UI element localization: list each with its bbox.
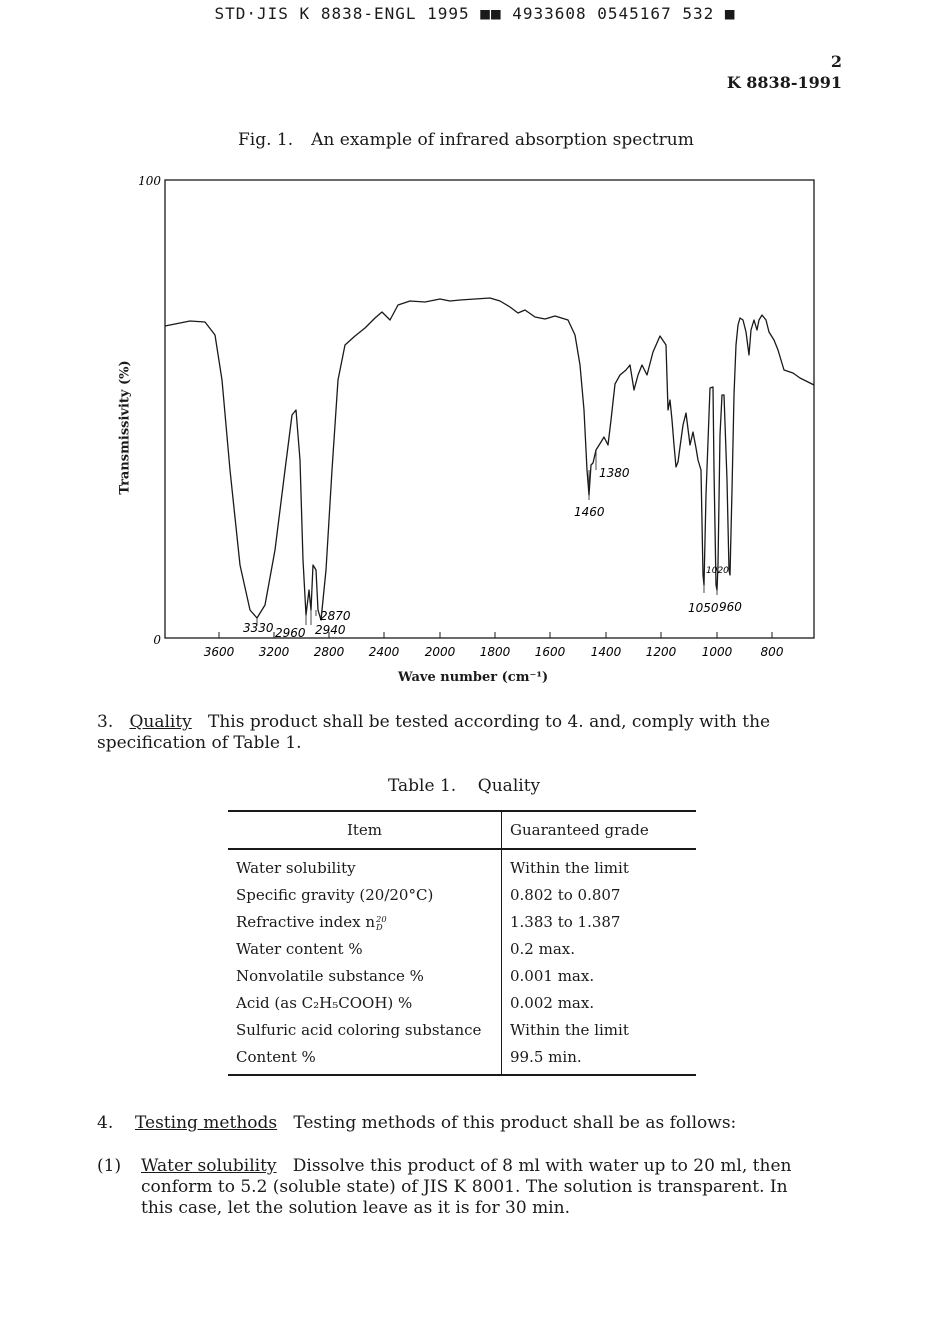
x-tick-label: 800 (760, 645, 784, 659)
x-tick-label: 1200 (645, 645, 677, 659)
x-tick-label: 2400 (368, 645, 400, 659)
peak-label-1380: 1380 (599, 466, 630, 480)
table-header-row (228, 811, 696, 849)
table-cell-grade: 0.802 to 0.807 (510, 885, 621, 904)
table-cell-grade: Within the limit (510, 1020, 629, 1039)
peak-annotations (257, 450, 717, 625)
item-1-text-1: Dissolve this product of 8 ml with water up to 20 ml, then (292, 1156, 792, 1176)
table-row (228, 962, 696, 989)
peak-label-1020: 1020 (706, 566, 729, 576)
table-row (228, 908, 696, 935)
table-cell-grade: 0.2 max. (510, 939, 576, 958)
x-tick-label: 2000 (424, 645, 456, 659)
table-cell-grade: 0.001 max. (510, 966, 595, 985)
table-row (228, 935, 696, 962)
x-tick-label: 1800 (479, 645, 511, 659)
refractive-sub: D (376, 921, 383, 932)
table-header-grade: Guaranteed grade (502, 811, 697, 849)
item-1-line-1 (141, 1156, 841, 1177)
section-3-paragraph (97, 712, 837, 754)
table-cell-item: Nonvolatile substance % (228, 962, 502, 989)
table-row (228, 881, 696, 908)
peak-label-1460: 1460 (574, 505, 605, 519)
peak-label-3330: 3330 (243, 621, 274, 635)
table-cell-grade: 1.383 to 1.387 (510, 912, 621, 931)
item-1-paragraph (97, 1156, 857, 1220)
scan-header-line: STD·JIS K 8838-ENGL 1995 ■■ 4933608 0545167 532 ■ (214, 4, 736, 23)
x-tick-label: 3600 (203, 645, 235, 659)
table-cell-item: Acid (as C₂H₅COOH) % (228, 989, 502, 1016)
peak-label-2870: 2870 (320, 609, 351, 623)
table-row (228, 1043, 696, 1075)
table-header-item: Item (228, 811, 502, 849)
table-cell-item: Specific gravity (20/20°C) (228, 881, 502, 908)
item-1-body (141, 1156, 841, 1219)
table-cell-grade: 0.002 max. (510, 993, 595, 1012)
table-cell-item: Water content % (228, 935, 502, 962)
document-id: K 8838-1991 (726, 73, 842, 92)
x-tick-label: 1600 (534, 645, 566, 659)
table-cell-item: Content % (228, 1043, 502, 1075)
section-4-text: Testing methods of this product shall be as follows: (293, 1113, 737, 1133)
table-row (228, 849, 696, 881)
table-cell-item: Sulfuric acid coloring substance (228, 1016, 502, 1043)
y-axis-label: Transmissivity (%) (117, 360, 133, 495)
table-row (228, 989, 696, 1016)
item-1-number: (1) (97, 1156, 122, 1176)
table-cell-item (228, 908, 502, 935)
refractive-index-scripts (376, 915, 387, 931)
refractive-index-label: Refractive index n (236, 912, 376, 931)
peak-label-960: 960 (719, 600, 742, 614)
quality-table (228, 810, 696, 1076)
item-1-heading: Water solubility (141, 1156, 277, 1176)
refractive-sup: 20 (376, 913, 387, 924)
page-number: 2 (830, 52, 842, 71)
section-4-paragraph (97, 1113, 857, 1134)
table-caption (388, 776, 540, 796)
section-4-body (135, 1113, 835, 1134)
table-cell-item: Water solubility (228, 849, 502, 881)
x-tick-label: 3200 (258, 645, 290, 659)
table-cell-grade: 99.5 min. (502, 1043, 697, 1075)
section-3-text-1: This product shall be tested according to 4. and, comply with the (208, 712, 771, 732)
table-cell-grade: Within the limit (510, 858, 629, 877)
table-caption-text: Quality (477, 776, 541, 796)
x-tick-label: 1400 (590, 645, 622, 659)
peak-label-2940: 2940 (315, 623, 346, 637)
peak-label-2960: 2960 (275, 626, 306, 640)
section-3-line-2: specification of Table 1. (97, 733, 302, 753)
figure-caption (238, 130, 694, 150)
figure-caption-label: Fig. 1. (238, 130, 294, 150)
section-3-number: 3. (97, 712, 114, 732)
item-1-line-3: this case, let the solution leave as it is for 30 min. (141, 1198, 570, 1218)
y-tick-100: 100 (138, 174, 161, 188)
x-tick-label: 1000 (701, 645, 733, 659)
x-tick-label: 2800 (313, 645, 345, 659)
section-3-heading: Quality (129, 712, 192, 732)
section-3-line-1 (97, 712, 837, 733)
section-4-number: 4. (97, 1113, 114, 1133)
peak-label-1050: 1050 (688, 601, 719, 615)
y-tick-0: 0 (153, 633, 161, 647)
x-axis-label: Wave number (cm⁻¹) (398, 670, 549, 685)
section-4-heading: Testing methods (135, 1113, 278, 1133)
figure-caption-text: An example of infrared absorption spectrum (311, 130, 694, 150)
ir-spectrum-chart (138, 170, 830, 670)
item-1-line-2: conform to 5.2 (soluble state) of JIS K 8001. The solution is transparent. In (141, 1177, 788, 1197)
table-caption-label: Table 1. (388, 776, 457, 796)
table-row (228, 1016, 696, 1043)
